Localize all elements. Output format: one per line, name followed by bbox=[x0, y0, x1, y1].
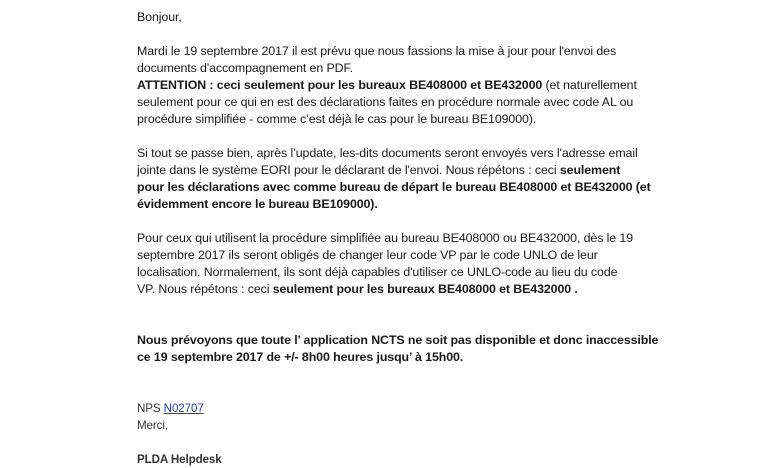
text-line: seulement pour ce qui en est des déclarations faites en procédure normale avec code AL ou bbox=[137, 95, 634, 109]
bold-line: ce 19 septembre 2017 de +/- 8h00 heures jusqu’ à 15h00. bbox=[137, 350, 464, 364]
text-fragment: . bbox=[571, 282, 578, 296]
text-line bbox=[137, 196, 757, 213]
text-line bbox=[137, 281, 757, 298]
spacer bbox=[137, 434, 757, 451]
text-line bbox=[137, 179, 757, 196]
text-line: Si tout se passe bien, après l’update, les-dits documents seront envoyés vers l'adresse email bbox=[137, 146, 638, 160]
nps-line bbox=[137, 400, 757, 417]
text-line: localisation. Normalement, ils sont déjà capables d'utiliser ce UNLO-code au lieu du code bbox=[137, 265, 618, 279]
attention-line bbox=[137, 77, 757, 94]
spacer bbox=[137, 213, 757, 230]
text-fragment: VP. Nous répétons : ceci bbox=[137, 282, 273, 296]
text-line: septembre 2017 ils seront obligés de changer leur code VP par le code UNLO de leur bbox=[137, 248, 598, 262]
text-line bbox=[137, 162, 757, 179]
text-line: documents d'accompagnement en PDF. bbox=[137, 61, 353, 75]
greeting: Bonjour, bbox=[137, 10, 182, 24]
spacer bbox=[137, 298, 757, 315]
text-line bbox=[137, 332, 757, 349]
text-line: Pour ceux qui utilisent la procédure simplifiée au bureau BE408000 ou BE432000, dès le 19 bbox=[137, 231, 634, 245]
paragraph-update-announcement bbox=[137, 43, 757, 128]
nps-link[interactable]: N02707 bbox=[163, 402, 204, 415]
thanks: Merci, bbox=[137, 419, 168, 432]
spacer bbox=[137, 366, 757, 383]
bold-fragment: seulement bbox=[559, 163, 621, 177]
spacer bbox=[137, 315, 757, 332]
paragraph-simplified-procedure bbox=[137, 230, 757, 298]
bold-fragment: seulement pour les bureaux BE408000 et BE432000 bbox=[272, 282, 572, 296]
text-fragment: (et naturellement bbox=[542, 78, 637, 92]
team-name-bold: PLDA Helpdesk bbox=[137, 453, 222, 466]
bold-line: Nous prévoyons que toute l’ application NCTS ne soit pas disponible et donc inaccessible bbox=[137, 333, 659, 347]
nps-label: NPS bbox=[137, 402, 164, 415]
bold-line: pour les déclarations avec comme bureau de départ le bureau BE408000 et BE432000 (et bbox=[137, 180, 651, 194]
text-line: Mardi le 19 septembre 2017 il est prévu que nous fassions la mise à jour pour l'envoi des bbox=[137, 44, 617, 58]
text-line bbox=[137, 349, 757, 366]
signature bbox=[137, 400, 757, 468]
attention-bold: ATTENTION : ceci seulement pour les bureaux BE408000 et BE432000 bbox=[137, 78, 543, 92]
bold-line: évidemment encore le bureau BE109000). bbox=[137, 197, 378, 211]
team-name bbox=[137, 451, 757, 468]
spacer bbox=[137, 26, 757, 43]
spacer bbox=[137, 128, 757, 145]
email-body bbox=[137, 9, 757, 468]
paragraph-ncts-outage bbox=[137, 332, 757, 366]
text-line: procédure simplifiée - comme c’est déjà le cas pour le bureau BE109000). bbox=[137, 112, 537, 126]
spacer bbox=[137, 383, 757, 400]
text-fragment: jointe dans le système EORI pour le déclarant de l'envoi. Nous répétons : ceci bbox=[137, 163, 560, 177]
paragraph-email-delivery bbox=[137, 145, 757, 213]
